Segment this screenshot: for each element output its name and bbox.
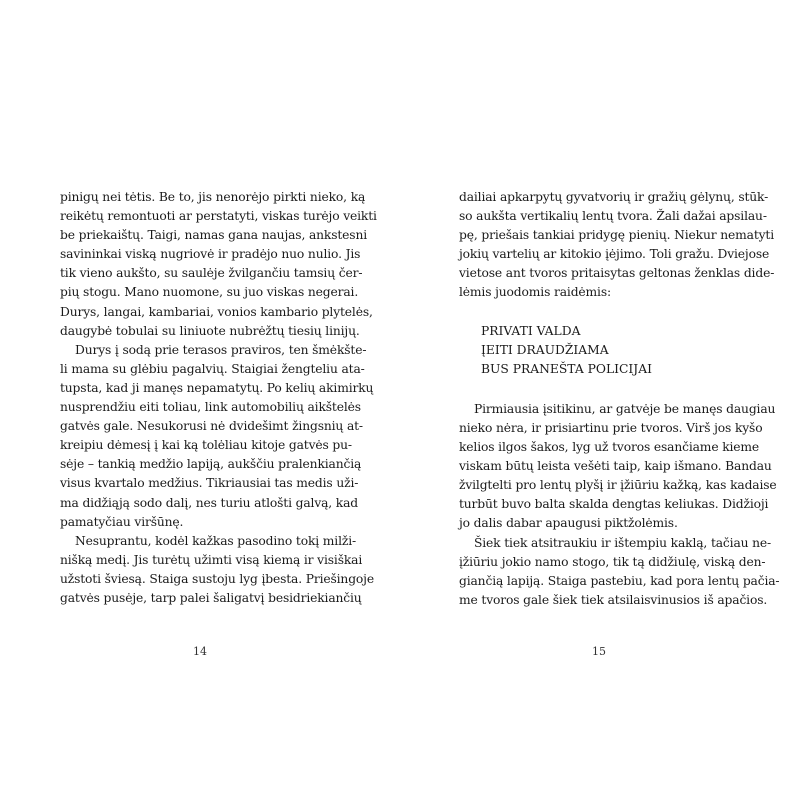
text-line: Durys, langai, kambariai, vonios kambario plytelės, bbox=[60, 304, 373, 319]
text-line: viskam būtų leista vešėti taip, kaip išmano. Bandau bbox=[459, 459, 772, 474]
text-line: Nesuprantu, kodėl kažkas pasodino tokį milži- bbox=[75, 533, 356, 548]
text-line: Šiek tiek atsitraukiu ir ištempiu kaklą, tačiau ne- bbox=[474, 535, 772, 550]
text-line: ma didžiąją sodo dalį, nes turiu atlošti galvą, kad bbox=[60, 495, 359, 510]
text-line: jo dalis dabar apaugusi piktžolėmis. bbox=[459, 516, 678, 531]
text-line: so aukšta vertikalių lentų tvora. Žali dažai apsilau- bbox=[459, 209, 767, 224]
sign-line: BUS PRANEŠTA POLICIJAI bbox=[481, 361, 652, 376]
text-line: kelios ilgos šakos, lyg už tvoros esančiame kieme bbox=[459, 440, 760, 455]
paragraph bbox=[60, 188, 377, 341]
text-line: sėje – tankią medžio lapiją, aukščiu pralenkiančią bbox=[60, 457, 362, 472]
text-line: nieko nėra, ir prisiartinu prie tvoros. Virš jos kyšo bbox=[459, 420, 763, 435]
text-line: pamatyčiau viršūnę. bbox=[60, 514, 184, 529]
text-line: nišką medį. Jis turėtų užimti visą kiemą ir visiškai bbox=[60, 552, 363, 567]
text-line: savininkai viską nugriovė ir pradėjo nuo nulio. Jis bbox=[60, 247, 361, 262]
text-line: užstoti šviesą. Staiga sustoju lyg įbesta. Priešingoje bbox=[60, 571, 374, 586]
sign-line: PRIVATI VALDA bbox=[481, 323, 581, 338]
text-line: įžiūriu jokio namo stogo, tik tą didžiulę, viską den- bbox=[459, 554, 766, 569]
text-line: kreipiu dėmesį į kai ką tolėliau kitoje gatvės pu- bbox=[60, 438, 352, 453]
text-line: pę, priešais tankiai pridygę pienių. Niekur nematyti bbox=[459, 228, 774, 243]
paragraph bbox=[459, 400, 777, 534]
text-line: Pirmiausia įsitikinu, ar gatvėje be manęs daugiau bbox=[474, 401, 776, 416]
text-line: li mama su glėbiu pagalvių. Staigiai žengteliu ata- bbox=[60, 361, 365, 376]
text-line: dailiai apkarpytų gyvatvorių ir gražių gėlynų, stūk- bbox=[459, 190, 769, 204]
text-line: pių stogu. Mano nuomone, su juo viskas negerai. bbox=[60, 285, 359, 300]
text-line: me tvoros gale šiek tiek atsilaisvinusios iš apačios. bbox=[459, 592, 768, 607]
text-line: jokių vartelių ar kitokio įėjimo. Toli gražu. Dviejose bbox=[459, 247, 770, 262]
warning-sign-text bbox=[459, 322, 740, 379]
right-page bbox=[459, 188, 780, 610]
text-line: tupsta, kad ji manęs nepamatytų. Po kelių akimirkų bbox=[60, 380, 374, 395]
text-line: giančią lapiją. Staiga pastebiu, kad pora lentų pačia- bbox=[459, 573, 780, 588]
text-line: gatvės gale. Nesukorusi nė dvidešimt žingsnių at- bbox=[60, 419, 363, 434]
text-line: reikėtų remontuoti ar perstatyti, viskas turėjo veikti bbox=[60, 209, 377, 224]
paragraph bbox=[60, 532, 374, 608]
text-line: be priekaištų. Taigi, namas gana naujas, ankstesni bbox=[60, 228, 368, 243]
paragraph bbox=[60, 341, 374, 532]
text-line: Durys į sodą prie terasos praviros, ten šmėkšte- bbox=[75, 342, 367, 357]
paragraph bbox=[459, 534, 780, 610]
sign-line: ĮEITI DRAUDŽIAMA bbox=[481, 342, 609, 357]
text-line: turbūt buvo balta skalda dengtas keliukas. Didžioji bbox=[459, 497, 769, 512]
text-line: pinigų nei tėtis. Be to, jis nenorėjo pirkti nieko, ką bbox=[60, 190, 366, 204]
text-line: žvilgtelti pro lentų plyšį ir įžiūriu kažką, kas kadaise bbox=[459, 478, 777, 493]
text-line: gatvės pusėje, tarp palei šaligatvį besidriekiančių bbox=[60, 590, 362, 605]
left-page-number: 14 bbox=[193, 645, 207, 658]
text-line: visus kvartalo medžius. Tikriausiai tas medis uži- bbox=[60, 476, 359, 491]
text-line: tik vieno aukšto, su saulėje žvilgančiu tamsių čer- bbox=[60, 266, 363, 281]
paragraph bbox=[459, 188, 775, 303]
text-line: nusprendžiu eiti toliau, link automobilių aikštelės bbox=[60, 400, 361, 415]
left-page bbox=[60, 188, 377, 608]
text-line: daugybė tobulai su liniuote nubrėžtų tiesių linijų. bbox=[60, 323, 360, 338]
right-page-number: 15 bbox=[592, 645, 606, 658]
text-line: lėmis juodomis raidėmis: bbox=[459, 285, 611, 300]
text-line: vietose ant tvoros pritaisytas geltonas ženklas dide- bbox=[459, 266, 775, 281]
